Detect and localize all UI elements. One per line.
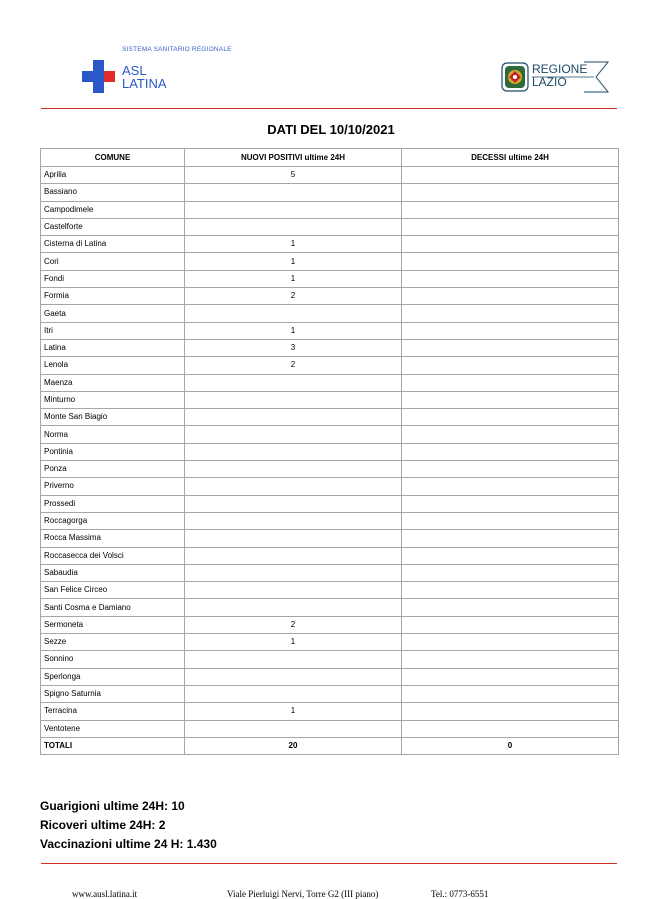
table-row (41, 426, 619, 443)
table-row (41, 495, 619, 512)
cell-comune: Terracina (41, 703, 185, 720)
red-cross-icon (82, 60, 115, 93)
cell-nuovi-positivi (185, 478, 402, 495)
table-row (41, 184, 619, 201)
cell-nuovi-positivi (185, 201, 402, 218)
region-name: REGIONE LAZIO (532, 62, 588, 89)
cell-comune: Monte San Biagio (41, 409, 185, 426)
cell-comune: Ponza (41, 461, 185, 478)
cell-decessi (402, 218, 619, 235)
cell-nuovi-positivi: 1 (185, 253, 402, 270)
cell-nuovi-positivi (185, 495, 402, 512)
cell-decessi (402, 582, 619, 599)
cell-decessi (402, 685, 619, 702)
cell-comune: Lenola (41, 357, 185, 374)
cell-nuovi-positivi (185, 461, 402, 478)
table-row (41, 374, 619, 391)
column-header-decessi: DECESSI ultime 24H (402, 149, 619, 167)
cell-nuovi-positivi: 2 (185, 616, 402, 633)
footer-phone: Tel.: 0773-6551 (431, 889, 489, 899)
table-row (41, 357, 619, 374)
cell-decessi (402, 236, 619, 253)
cell-comune: TOTALI (41, 737, 185, 754)
cell-comune: Roccagorga (41, 512, 185, 529)
table-row (41, 218, 619, 235)
cell-nuovi-positivi (185, 599, 402, 616)
cell-decessi (402, 651, 619, 668)
summary-block (40, 797, 217, 854)
cell-nuovi-positivi (185, 582, 402, 599)
cell-nuovi-positivi (185, 720, 402, 737)
ricoveri-text: Ricoveri ultime 24H: 2 (40, 818, 166, 832)
table-row (41, 582, 619, 599)
table-row (41, 685, 619, 702)
cell-nuovi-positivi: 1 (185, 634, 402, 651)
guarigioni-text: Guarigioni ultime 24H: 10 (40, 799, 185, 813)
cell-decessi (402, 288, 619, 305)
cell-comune: San Felice Circeo (41, 582, 185, 599)
table-row (41, 668, 619, 685)
footer-address: Viale Pierluigi Nervi, Torre G2 (III piano) (227, 889, 379, 899)
cell-comune: Pontinia (41, 443, 185, 460)
page-header (0, 0, 662, 112)
cell-nuovi-positivi (185, 443, 402, 460)
cell-decessi (402, 322, 619, 339)
cell-nuovi-positivi: 1 (185, 703, 402, 720)
cell-comune: Minturno (41, 391, 185, 408)
table-header-row (41, 149, 619, 167)
footer-divider (41, 863, 617, 864)
cell-decessi (402, 512, 619, 529)
regione-lazio-logo (500, 60, 612, 96)
cell-nuovi-positivi: 1 (185, 270, 402, 287)
table-row (41, 167, 619, 184)
table-row (41, 270, 619, 287)
cell-nuovi-positivi (185, 512, 402, 529)
cell-comune: Sabaudia (41, 564, 185, 581)
cell-nuovi-positivi (185, 564, 402, 581)
cell-decessi (402, 167, 619, 184)
table-row (41, 530, 619, 547)
cell-decessi (402, 547, 619, 564)
cell-comune: Prossedi (41, 495, 185, 512)
cell-nuovi-positivi (185, 409, 402, 426)
table-row (41, 305, 619, 322)
cell-decessi (402, 374, 619, 391)
cell-nuovi-positivi: 1 (185, 236, 402, 253)
cell-comune: Itri (41, 322, 185, 339)
cell-decessi (402, 616, 619, 633)
cell-comune: Sperlonga (41, 668, 185, 685)
cell-decessi (402, 634, 619, 651)
footer-website[interactable]: www.ausl.latina.it (72, 889, 138, 899)
cell-comune: Formia (41, 288, 185, 305)
table-row (41, 391, 619, 408)
cell-decessi (402, 703, 619, 720)
cell-comune: Spigno Saturnia (41, 685, 185, 702)
table-row (41, 288, 619, 305)
table-row (41, 443, 619, 460)
cell-nuovi-positivi (185, 651, 402, 668)
cell-comune: Roccasecca dei Volsci (41, 547, 185, 564)
cell-decessi (402, 530, 619, 547)
cell-nuovi-positivi: 2 (185, 357, 402, 374)
cell-comune: Latina (41, 339, 185, 356)
cell-comune: Rocca Massima (41, 530, 185, 547)
data-table (40, 148, 619, 755)
cell-comune: Maenza (41, 374, 185, 391)
cell-comune: Fondi (41, 270, 185, 287)
cell-comune: Priverno (41, 478, 185, 495)
cell-nuovi-positivi (185, 374, 402, 391)
table-row (41, 547, 619, 564)
table-row (41, 599, 619, 616)
asl-name: ASL LATINA (122, 63, 167, 91)
cell-nuovi-positivi (185, 391, 402, 408)
cell-comune: Gaeta (41, 305, 185, 322)
table-row (41, 564, 619, 581)
cell-decessi (402, 426, 619, 443)
asl-latina-logo (82, 46, 242, 98)
table-row (41, 478, 619, 495)
cell-nuovi-positivi (185, 547, 402, 564)
cell-decessi (402, 668, 619, 685)
cell-comune: Bassiano (41, 184, 185, 201)
asl-subtitle: SISTEMA SANITARIO REGIONALE (122, 46, 232, 53)
cell-decessi (402, 270, 619, 287)
cell-decessi (402, 184, 619, 201)
table-row (41, 322, 619, 339)
cell-decessi (402, 339, 619, 356)
cell-comune: Aprilia (41, 167, 185, 184)
cell-nuovi-positivi (185, 426, 402, 443)
table-row (41, 703, 619, 720)
cell-comune: Castelforte (41, 218, 185, 235)
table-row (41, 339, 619, 356)
cell-comune: Santi Cosma e Damiano (41, 599, 185, 616)
table-row (41, 651, 619, 668)
cell-decessi (402, 391, 619, 408)
cell-nuovi-positivi: 20 (185, 737, 402, 754)
cell-decessi (402, 201, 619, 218)
cell-decessi (402, 305, 619, 322)
cell-decessi (402, 564, 619, 581)
table-row (41, 461, 619, 478)
table-row (41, 409, 619, 426)
cell-nuovi-positivi: 3 (185, 339, 402, 356)
cell-decessi (402, 357, 619, 374)
column-header-nuovi-positivi: NUOVI POSITIVI ultime 24H (185, 149, 402, 167)
cell-nuovi-positivi (185, 305, 402, 322)
table-row (41, 720, 619, 737)
cell-nuovi-positivi (185, 530, 402, 547)
cell-comune: Sermoneta (41, 616, 185, 633)
table-row (41, 236, 619, 253)
cell-comune: Sonnino (41, 651, 185, 668)
cell-nuovi-positivi (185, 218, 402, 235)
cell-comune: Campodimele (41, 201, 185, 218)
header-divider (41, 108, 617, 109)
cell-decessi (402, 720, 619, 737)
vaccinazioni-text: Vaccinazioni ultime 24 H: 1.430 (40, 837, 217, 851)
cell-decessi (402, 599, 619, 616)
cell-comune: Sezze (41, 634, 185, 651)
cell-nuovi-positivi: 2 (185, 288, 402, 305)
page-title: DATI DEL 10/10/2021 (267, 122, 395, 137)
cell-decessi (402, 461, 619, 478)
cell-nuovi-positivi (185, 668, 402, 685)
table-row (41, 616, 619, 633)
cell-nuovi-positivi: 1 (185, 322, 402, 339)
column-header-comune: COMUNE (41, 149, 185, 167)
totals-row (41, 737, 619, 754)
cell-decessi (402, 253, 619, 270)
cell-comune: Cori (41, 253, 185, 270)
cell-comune: Ventotene (41, 720, 185, 737)
cell-comune: Norma (41, 426, 185, 443)
table-row (41, 634, 619, 651)
table-row (41, 253, 619, 270)
cell-comune: Cisterna di Latina (41, 236, 185, 253)
table-row (41, 201, 619, 218)
cell-decessi (402, 478, 619, 495)
cell-nuovi-positivi: 5 (185, 167, 402, 184)
cell-decessi: 0 (402, 737, 619, 754)
cell-decessi (402, 495, 619, 512)
cell-nuovi-positivi (185, 184, 402, 201)
cell-nuovi-positivi (185, 685, 402, 702)
table-row (41, 512, 619, 529)
cell-decessi (402, 409, 619, 426)
cell-decessi (402, 443, 619, 460)
